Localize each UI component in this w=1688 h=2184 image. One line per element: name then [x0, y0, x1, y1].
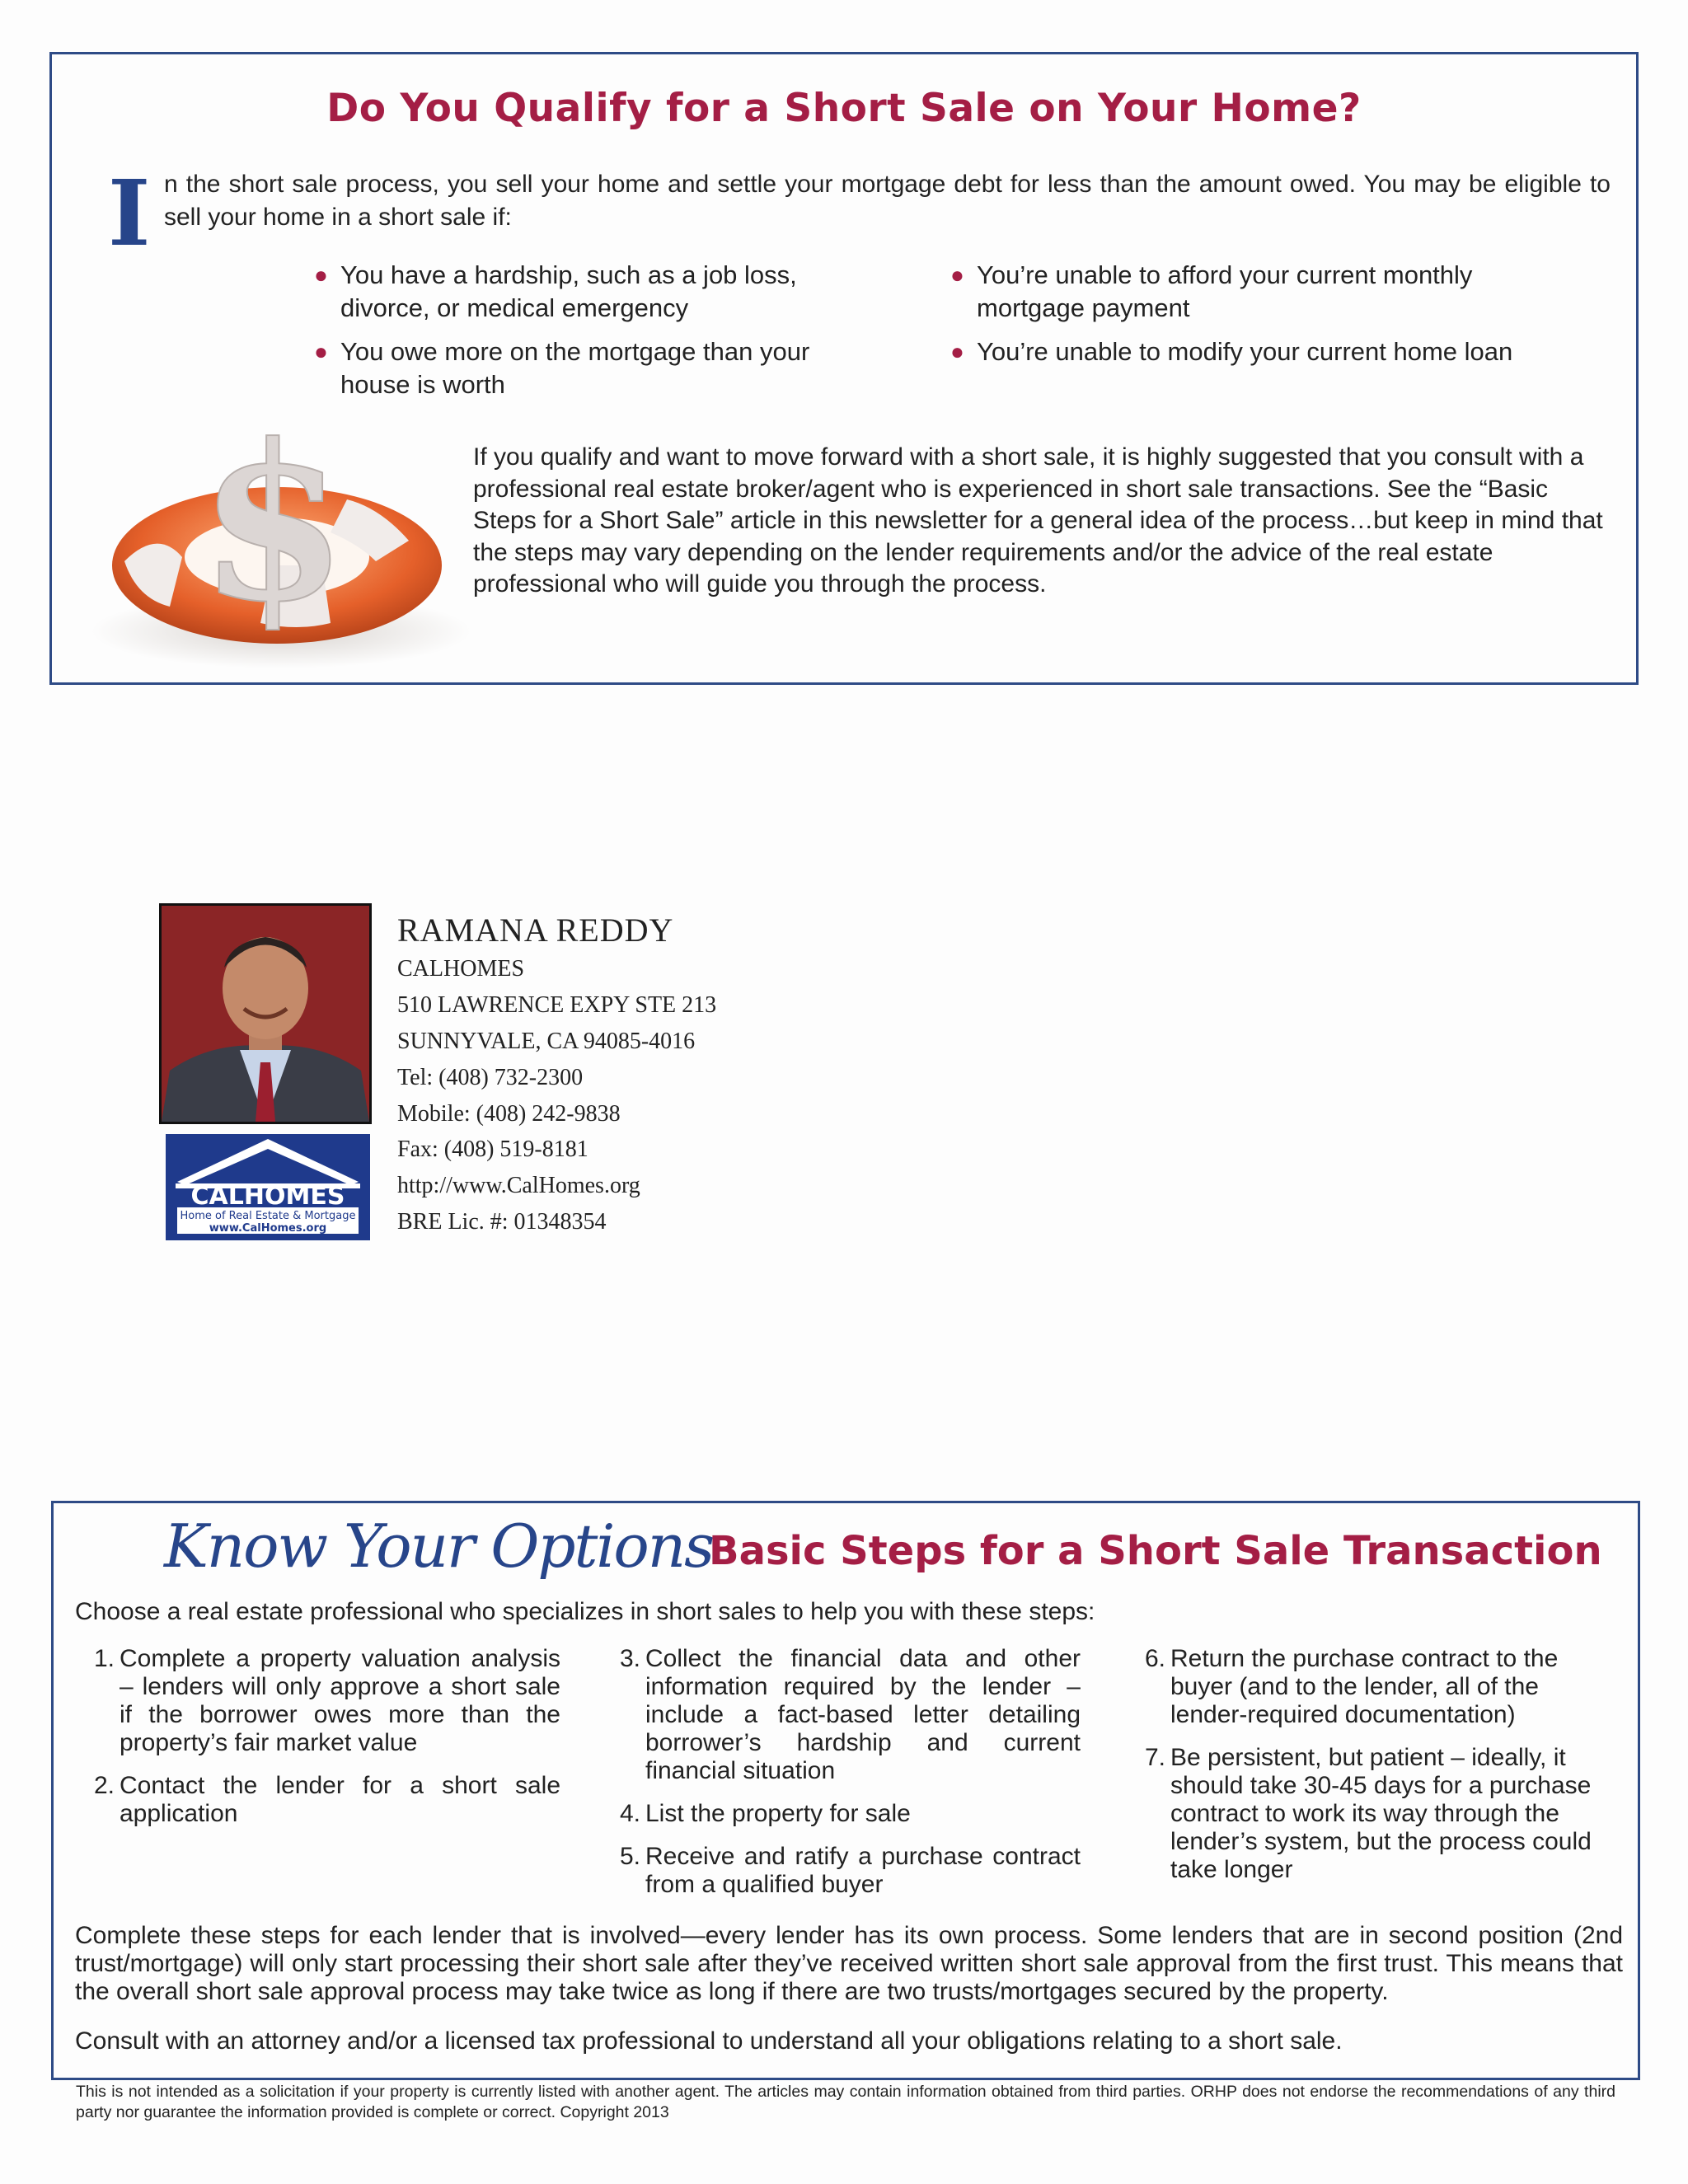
lifesaver-dollar-icon — [75, 401, 479, 673]
qualify-bullets-right — [950, 259, 1577, 379]
qualify-bullets-left — [314, 259, 842, 412]
choose-intro: Choose a real estate professional who specializes in short sales to help you with these steps: — [75, 1598, 1095, 1625]
agent-tel: Tel: (408) 732-2300 — [397, 1065, 584, 1090]
house-roof-icon — [166, 1134, 370, 1240]
svg-text:$: $ — [199, 401, 348, 649]
agent-name: RAMANA REDDY — [397, 912, 674, 949]
logo-tagline: Home of Real Estate & Mortgage — [180, 1210, 356, 1222]
know-your-options-heading: Know Your Options — [164, 1511, 714, 1581]
list-item: ● You have a hardship, such as a job loss, divorce, or medical emergency — [314, 260, 797, 322]
steps-title: Basic Steps for a Short Sale Transaction — [709, 1528, 1602, 1574]
list-item: 7. Be persistent, but patient – ideally, it should take 30-45 days for a purchase contract to work its way through the lender’s system, but the process could take longer — [1144, 1744, 1592, 1883]
bullet-icon: ● — [314, 262, 328, 288]
options-article — [51, 1501, 1640, 2080]
list-item: 5. Receive and ratify a purchase contract from a qualified buyer — [619, 1843, 1081, 1898]
agent-address-2: SUNNYVALE, CA 94085-4016 — [397, 1029, 696, 1054]
lenders-paragraph: Complete these steps for each lender that is involved—every lender has its own process. Some lenders that are in second position (2nd trust/mortgage) will only start processing their short sale after they’ve received written short sale approval from the first trust. This means that the overall short sale approval process may take twice as long if there are two trusts/mortgages secured by the property. — [75, 1922, 1623, 2005]
bullet-icon: ● — [950, 339, 964, 364]
agent-license: BRE Lic. #: 01348354 — [397, 1209, 607, 1235]
agent-website-link[interactable]: http://www.CalHomes.org — [397, 1173, 640, 1198]
qualify-advice: If you qualify and want to move forward with a short sale, it is highly suggested that you consult with a professional real estate broker/agent who is experienced in short sale transactions. See the “Basic Steps for a Short Sale” article in this newsletter for a general idea of the process…but keep in mind that the steps may vary depending on the lender requirements and/or the advice of the real estate professional who will guide you through the process. — [473, 443, 1603, 598]
list-item: 6. Return the purchase contract to the buyer (and to the lender, all of the lender-required documentation) — [1144, 1645, 1559, 1728]
disclaimer: This is not intended as a solicitation if your property is currently listed with another agent. The articles may contain information obtained from third parties. ORHP does not endorse the recommendations of any third party nor guarantee the information provided is complete or correct. Copyright 2013 — [76, 2083, 1615, 2121]
bullet-icon: ● — [314, 339, 328, 364]
bullet-icon: ● — [950, 262, 964, 288]
list-item: 2. Contact the lender for a short sale application — [93, 1772, 560, 1827]
qualify-title: Do You Qualify for a Short Sale on Your Home? — [326, 86, 1362, 131]
qualify-article — [49, 52, 1639, 685]
list-item: 1. Complete a property valuation analysis – lenders will only approve a short sale if the borrower owes more than the property’s fair market value — [93, 1645, 560, 1756]
qualify-intro: n the short sale process, you sell your home and settle your mortgage debt for less than the amount owed. You may be eligible to sell your home in a short sale if: — [164, 171, 1611, 231]
logo-url: www.CalHomes.org — [209, 1222, 327, 1235]
logo-name: CALHOMES — [190, 1182, 345, 1211]
agent-mobile: Mobile: (408) 242-9838 — [397, 1101, 621, 1127]
list-item: 3. Collect the financial data and other information required by the lender – include a fact-based letter detailing borrower’s hardship and current financial situation — [619, 1645, 1081, 1784]
agent-photo — [159, 903, 372, 1124]
agent-company: CALHOMES — [397, 956, 525, 982]
list-item: ● You’re unable to modify your current home loan — [950, 335, 1577, 368]
list-item: ● You’re unable to afford your current monthly mortgage payment — [950, 260, 1473, 322]
consult-paragraph: Consult with an attorney and/or a licensed tax professional to understand all your obligations relating to a short sale. — [75, 2027, 1343, 2055]
drop-cap: I — [108, 160, 151, 266]
list-item: 4. List the property for sale — [619, 1800, 911, 1827]
steps-column-1 — [78, 1645, 560, 1843]
agent-fax: Fax: (408) 519-8181 — [397, 1137, 588, 1162]
calhomes-logo — [166, 1134, 370, 1240]
steps-column-2 — [604, 1645, 1081, 1914]
agent-portrait-image — [162, 906, 369, 1122]
list-item: ● You owe more on the mortgage than your house is worth — [314, 337, 810, 399]
agent-address-1: 510 LAWRENCE EXPY STE 213 — [397, 992, 717, 1018]
steps-column-3 — [1129, 1645, 1606, 1899]
